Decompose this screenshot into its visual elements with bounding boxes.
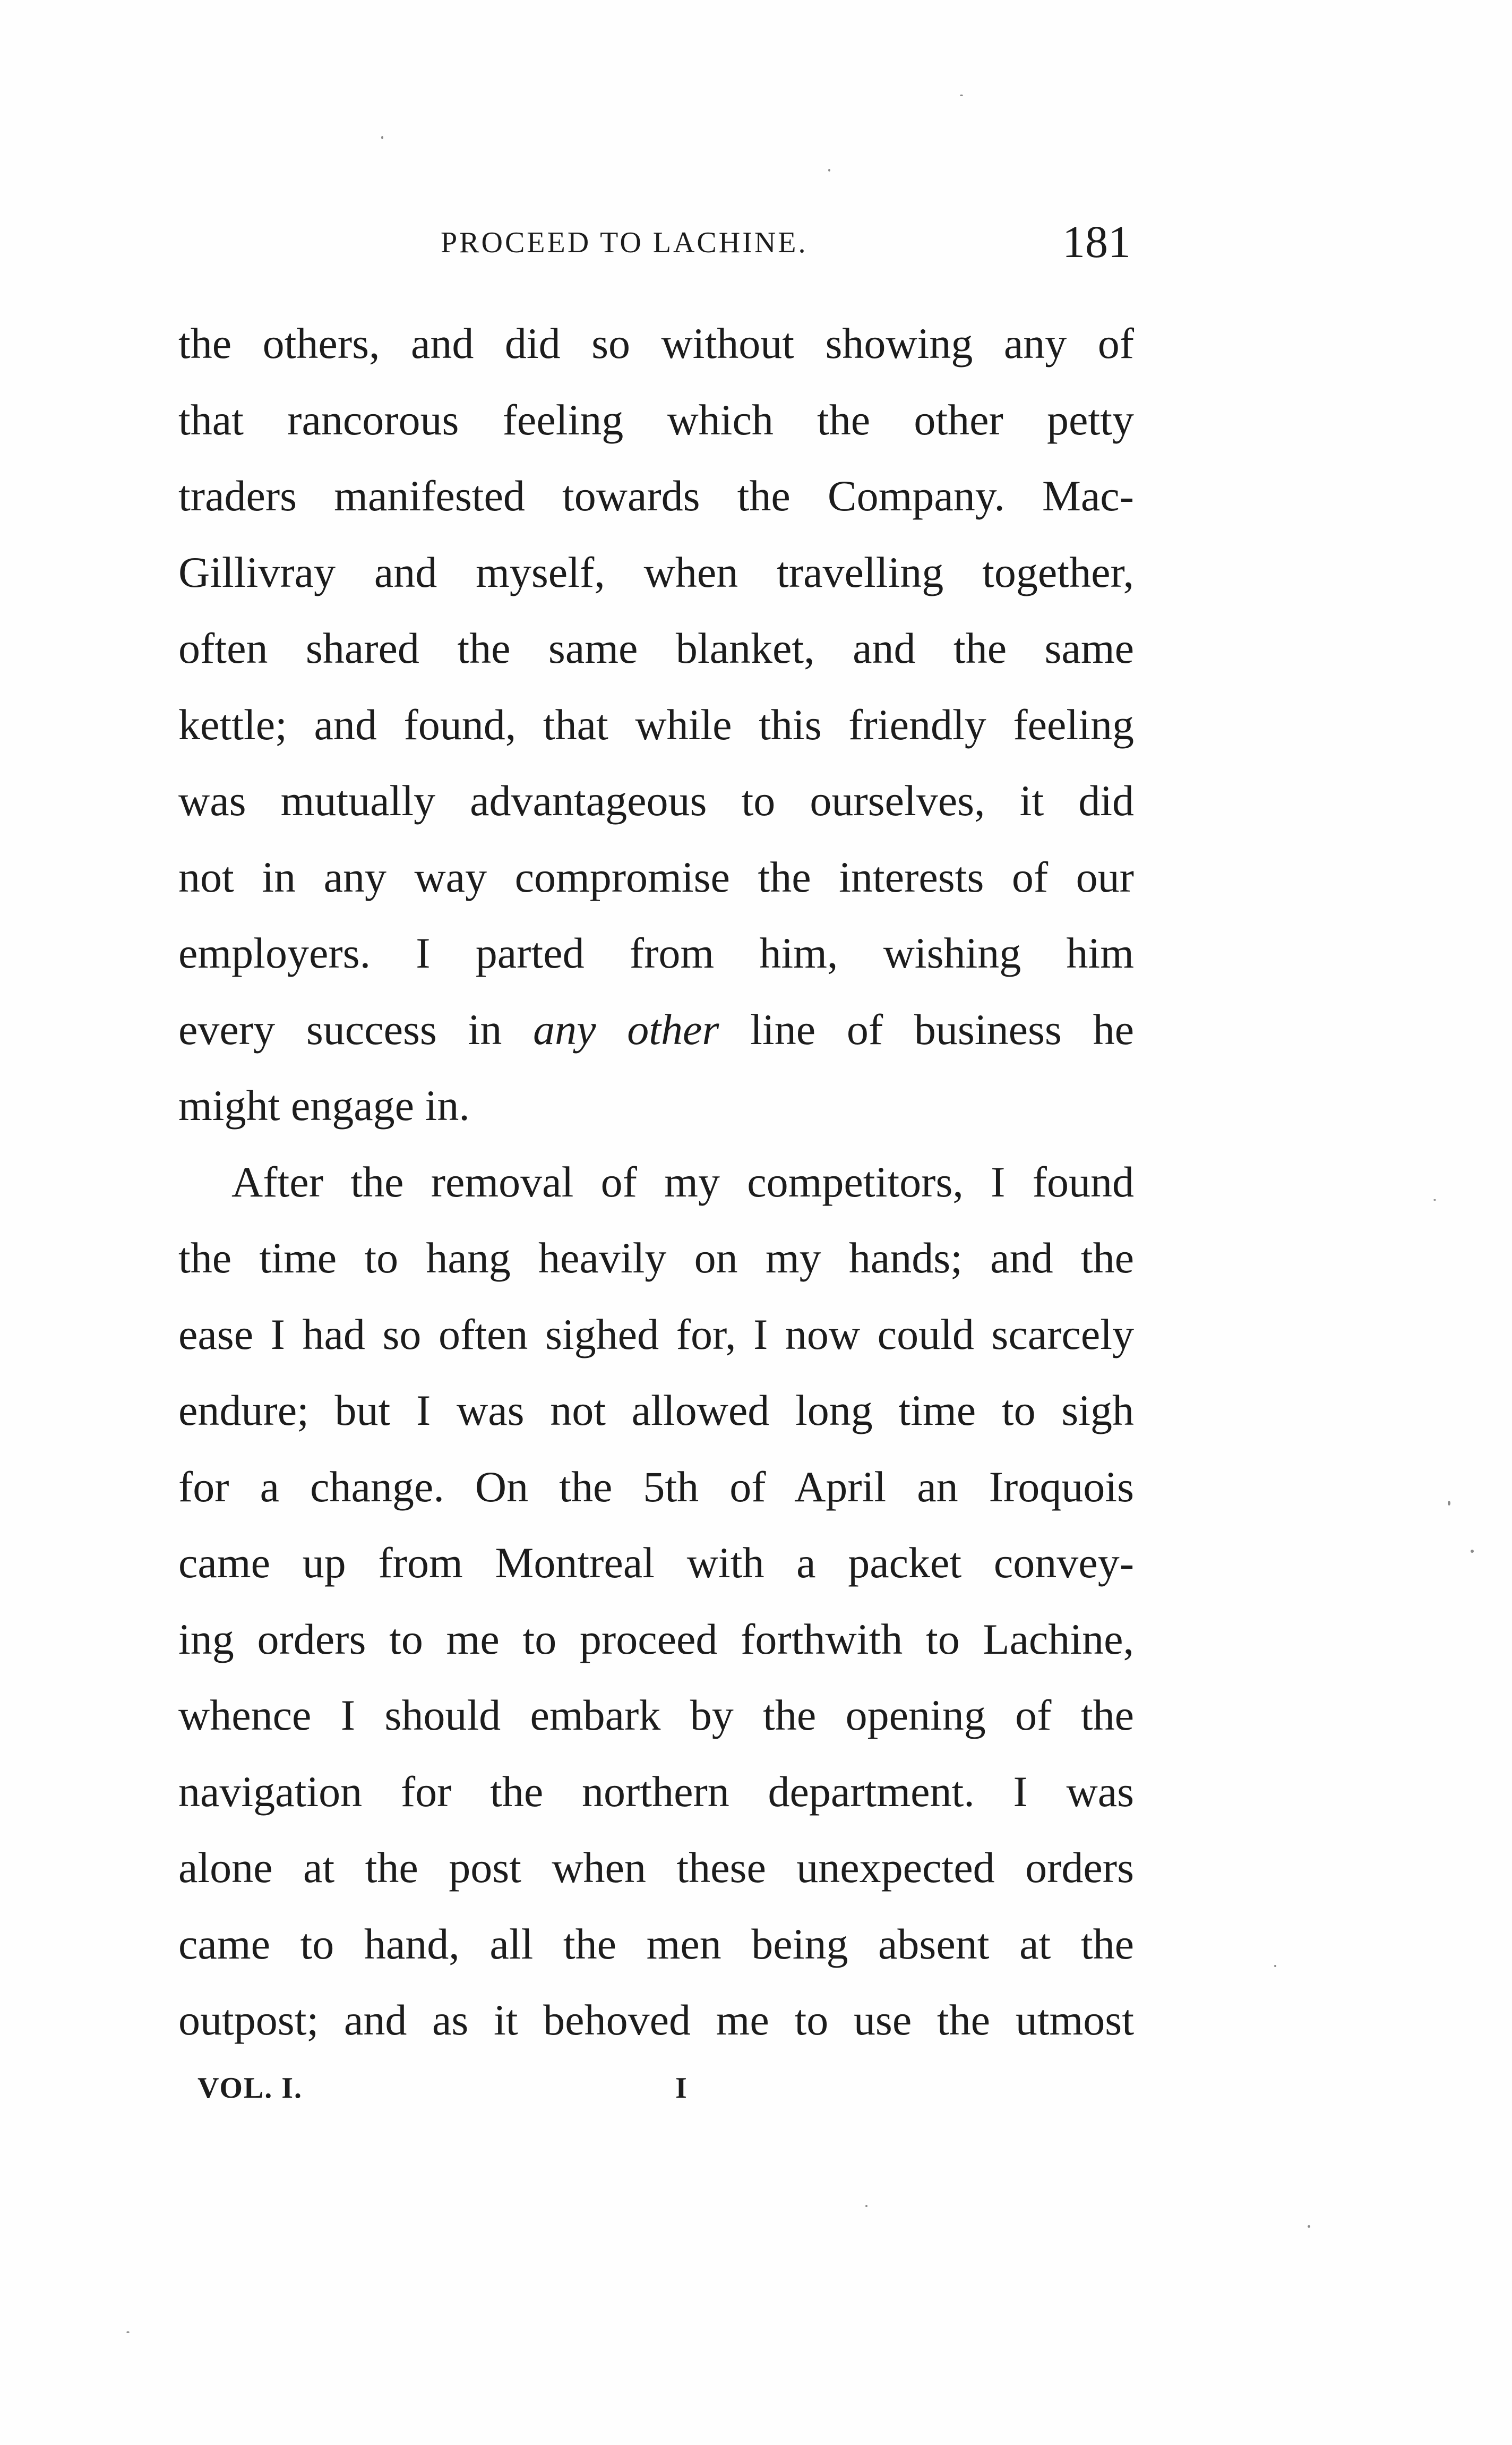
paper-speck <box>381 136 383 139</box>
text-run: line of business he <box>719 1005 1134 1054</box>
text-line: whence I should embark by the opening of the <box>178 1691 1134 1739</box>
paper-speck <box>1471 1550 1474 1553</box>
text-line: not in any way compromise the interests of our <box>178 852 1134 901</box>
text-line: traders manifested towards the Company. Mac- <box>178 472 1134 520</box>
paper-speck <box>1308 2225 1310 2228</box>
paper-speck <box>126 2331 130 2333</box>
text-line: kettle; and found, that while this friendly feeling <box>178 700 1134 749</box>
footer-signature <box>197 2071 728 2114</box>
body-text <box>178 305 1134 2058</box>
paper-speck <box>1433 1199 1436 1201</box>
text-line: employers. I parted from him, wishing him <box>178 929 1134 977</box>
italic-text: any other <box>533 1005 719 1054</box>
text-line: ease I had so often sighed for, I now could scarcely <box>178 1310 1134 1358</box>
paper-speck <box>1274 1965 1276 1967</box>
text-line: was mutually advantageous to ourselves, it did <box>178 776 1134 825</box>
text-line: came to hand, all the men being absent at the <box>178 1919 1134 1968</box>
text-line: alone at the post when these unexpected orders <box>178 1843 1134 1892</box>
paragraph-start-line: After the removal of my competitors, I found <box>231 1157 1134 1206</box>
text-line <box>178 991 1134 1068</box>
text-line: Gillivray and myself, when travelling together, <box>178 548 1134 596</box>
paper-speck <box>865 2205 867 2207</box>
running-head <box>175 215 1131 273</box>
text-line: often shared the same blanket, and the same <box>178 624 1134 672</box>
text-line: ing orders to me to proceed forthwith to Lachine, <box>178 1614 1134 1663</box>
text-line: came up from Montreal with a packet convey- <box>178 1538 1134 1587</box>
text-line: navigation for the northern department. I was <box>178 1767 1134 1816</box>
text-line: the time to hang heavily on my hands; and the <box>178 1234 1134 1282</box>
paragraph-end-line: might engage in. <box>178 1081 470 1130</box>
text-line: endure; but I was not allowed long time to sigh <box>178 1386 1134 1434</box>
text-line: outpost; and as it behoved me to use the utmost <box>178 1996 1134 2044</box>
paper-speck <box>1448 1501 1450 1506</box>
paper-speck <box>828 169 830 172</box>
running-title: PROCEED TO LACHINE. <box>441 226 808 259</box>
text-line: for a change. On the 5th of April an Iroquois <box>178 1462 1134 1511</box>
paper-speck <box>960 95 963 96</box>
signature-mark: I <box>675 2072 687 2105</box>
volume-label: VOL. I. <box>197 2072 303 2105</box>
text-line: that rancorous feeling which the other petty <box>178 395 1134 444</box>
page-number: 181 <box>1062 216 1131 267</box>
text-run: every success in <box>178 1005 534 1054</box>
text-line: the others, and did so without showing any of <box>178 319 1134 367</box>
